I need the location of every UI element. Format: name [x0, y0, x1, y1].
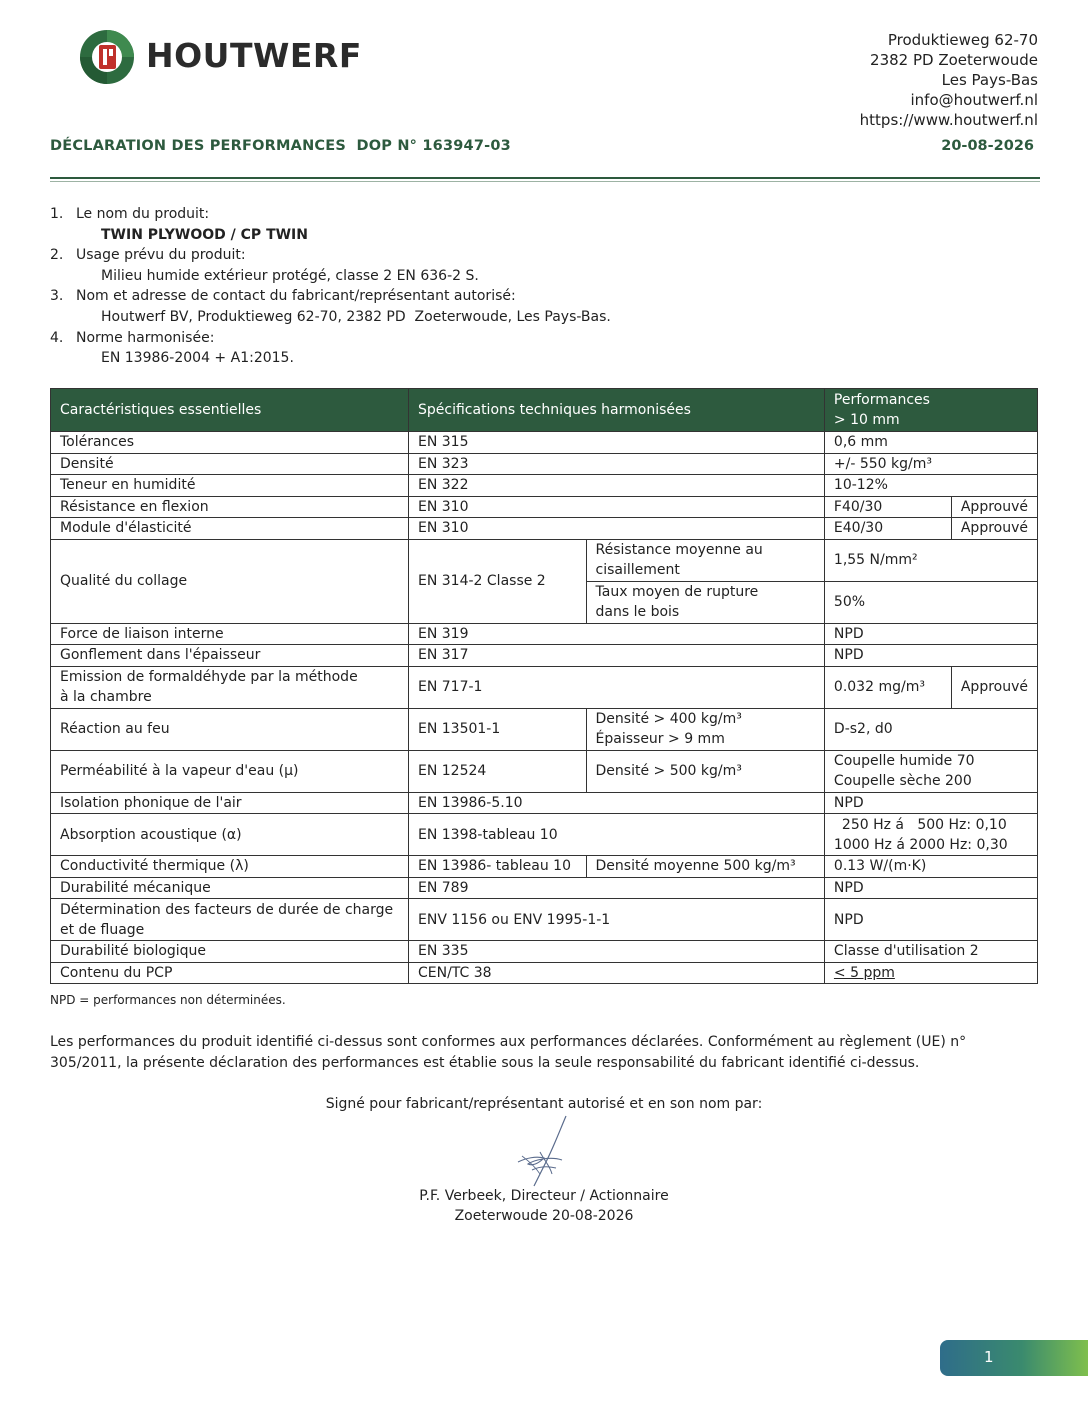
manufacturer-address: Houtwerf BV, Produktieweg 62-70, 2382 PD Zoeterwoude, Les Pays-Bas.	[101, 308, 611, 325]
row-spec: EN 319	[409, 623, 825, 645]
row-value: 10-12%	[824, 475, 1037, 497]
table-row	[51, 496, 1038, 518]
signature-image	[510, 1112, 578, 1192]
row-spec: EN 13501-1	[409, 708, 587, 750]
row-label: Réaction au feu	[51, 708, 409, 750]
table-row	[51, 792, 1038, 814]
address-city: 2382 PD Zoeterwoude	[870, 51, 1038, 69]
list-number: 3.	[50, 288, 64, 305]
table-header-row	[51, 389, 1038, 432]
header-specifications: Spécifications techniques harmonisées	[409, 389, 825, 432]
row-condition	[586, 708, 824, 750]
row-value: 1,55 N/mm²	[824, 539, 1037, 581]
header-performance	[824, 389, 1037, 432]
row-value: 0.032 mg/m³	[824, 666, 951, 708]
header-performance-label: Performances	[833, 392, 930, 408]
value-line: Coupelle sèche 200	[833, 773, 972, 789]
document-date: 20-08-2026	[941, 138, 1034, 154]
row-value: < 5 ppm	[824, 962, 1037, 984]
list-item	[50, 245, 611, 266]
signer-block	[0, 1186, 1088, 1226]
list-label: Norme harmonisée:	[76, 329, 215, 346]
row-value: 50%	[824, 581, 1037, 623]
row-label: Résistance en flexion	[51, 496, 409, 518]
row-spec: EN 335	[409, 941, 825, 963]
row-spec: EN 310	[409, 518, 825, 540]
value-line: Coupelle humide 70	[833, 753, 975, 769]
address-website[interactable]: https://www.houtwerf.nl	[859, 111, 1038, 129]
row-spec: EN 1398-tableau 10	[409, 814, 825, 856]
row-status: Approuvé	[951, 518, 1037, 540]
row-value: Classe d'utilisation 2	[824, 941, 1037, 963]
table-row	[51, 623, 1038, 645]
label-line: et de fluage	[60, 921, 145, 938]
table-row	[51, 432, 1038, 454]
table-row	[51, 518, 1038, 540]
header-divider	[50, 177, 1040, 179]
signed-by-text: Signé pour fabricant/représentant autorisé et en son nom par:	[325, 1096, 763, 1112]
table-row	[51, 962, 1038, 984]
row-spec: EN 13986-5.10	[409, 792, 825, 814]
row-label: Contenu du PCP	[51, 962, 409, 984]
row-value: F40/30	[824, 496, 951, 518]
row-label	[51, 666, 409, 708]
row-label: Qualité du collage	[51, 539, 409, 623]
logo-emblem-icon	[78, 28, 138, 86]
row-value: NPD	[824, 623, 1037, 645]
row-spec: EN 315	[409, 432, 825, 454]
product-info-list	[50, 204, 611, 369]
table-row	[51, 941, 1038, 963]
conformity-statement: Les performances du produit identifié ci-dessus sont conformes aux performances déclarées. Conformément au règlement (UE) n° 305/2011, la présente déclaration des performances est établie sous la seule responsabilité du fabricant identifié ci-dessus.	[50, 1034, 967, 1071]
signer-name: P.F. Verbeek, Directeur / Actionnaire	[419, 1188, 669, 1204]
row-label: Durabilité biologique	[51, 941, 409, 963]
condition-line: Densité > 400 kg/m³	[595, 711, 742, 727]
row-value: +/- 550 kg/m³	[824, 453, 1037, 475]
list-label: Usage prévu du produit:	[76, 247, 246, 264]
value-line: 250 Hz á 500 Hz: 0,10	[841, 816, 1007, 833]
row-label: Force de liaison interne	[51, 623, 409, 645]
row-value: NPD	[824, 899, 1037, 941]
row-label: Tolérances	[51, 432, 409, 454]
row-value	[824, 750, 1037, 792]
row-spec: EN 314-2 Classe 2	[409, 539, 587, 623]
row-label: Perméabilité à la vapeur d'eau (µ)	[51, 750, 409, 792]
row-spec: ENV 1156 ou ENV 1995-1-1	[409, 899, 825, 941]
table-row	[51, 750, 1038, 792]
table-row	[51, 539, 1038, 581]
row-label: Conductivité thermique (λ)	[51, 856, 409, 878]
row-spec: EN 12524	[409, 750, 587, 792]
label-line: à la chambre	[60, 689, 152, 705]
row-label	[51, 899, 409, 941]
row-value	[824, 814, 1037, 856]
row-spec: EN 310	[409, 496, 825, 518]
table-row	[51, 475, 1038, 497]
row-value: D-s2, d0	[824, 708, 1037, 750]
row-label: Module d'élasticité	[51, 518, 409, 540]
company-address	[860, 30, 1038, 130]
list-item	[50, 328, 611, 349]
row-label: Gonflement dans l'épaisseur	[51, 645, 409, 667]
company-name: HOUTWERF	[146, 36, 362, 75]
row-spec: EN 13986- tableau 10	[409, 856, 587, 878]
table-row	[51, 666, 1038, 708]
label-line: Emission de formaldéhyde par la méthode	[60, 669, 358, 685]
row-label: Durabilité mécanique	[51, 877, 409, 899]
intended-use: Milieu humide extérieur protégé, classe 2 EN 636-2 S.	[101, 267, 479, 284]
product-name: TWIN PLYWOOD / CP TWIN	[101, 226, 308, 243]
performance-table	[50, 388, 1038, 984]
table-row	[51, 877, 1038, 899]
row-value: 0.13 W/(m·K)	[824, 856, 1037, 878]
list-number: 1.	[50, 206, 64, 222]
row-value: 0,6 mm	[824, 432, 1037, 454]
row-value: NPD	[824, 877, 1037, 899]
row-spec: EN 717-1	[409, 666, 825, 708]
row-spec: EN 322	[409, 475, 825, 497]
list-number: 4.	[50, 329, 64, 346]
page-number: 1	[984, 1348, 994, 1366]
address-country: Les Pays-Bas	[941, 71, 1038, 89]
list-label: Nom et adresse de contact du fabricant/représentant autorisé:	[76, 288, 516, 305]
harmonised-standard: EN 13986-2004 + A1:2015.	[101, 350, 294, 367]
header-thickness: > 10 mm	[833, 412, 900, 428]
npd-footnote: NPD = performances non déterminées.	[50, 993, 286, 1007]
condition-line: Résistance moyenne au	[595, 542, 763, 558]
row-condition: Densité moyenne 500 kg/m³	[586, 856, 824, 878]
header-characteristics: Caractéristiques essentielles	[51, 389, 409, 432]
row-spec: EN 317	[409, 645, 825, 667]
address-email[interactable]: info@houtwerf.nl	[910, 91, 1038, 109]
table-row	[51, 645, 1038, 667]
row-value: E40/30	[824, 518, 951, 540]
table-row	[51, 814, 1038, 856]
list-item	[50, 204, 611, 225]
row-value: NPD	[824, 792, 1037, 814]
table-row	[51, 708, 1038, 750]
row-value: NPD	[824, 645, 1037, 667]
document-title: DÉCLARATION DES PERFORMANCES DOP N° 163947-03	[50, 138, 511, 154]
row-label: Teneur en humidité	[51, 475, 409, 497]
row-spec: CEN/TC 38	[409, 962, 825, 984]
condition-line: dans le bois	[595, 604, 680, 620]
condition-line: Épaisseur > 9 mm	[595, 731, 725, 747]
signer-place-date: Zoeterwoude 20-08-2026	[454, 1208, 634, 1224]
row-status: Approuvé	[951, 496, 1037, 518]
list-label: Le nom du produit:	[76, 206, 210, 222]
table-row	[51, 856, 1038, 878]
row-label: Isolation phonique de l'air	[51, 792, 409, 814]
address-street: Produktieweg 62-70	[887, 31, 1038, 49]
label-line: Détermination des facteurs de durée de charge	[60, 901, 394, 918]
value-line: 1000 Hz á 2000 Hz: 0,30	[833, 836, 1008, 853]
page-number-badge	[940, 1340, 1088, 1376]
condition-line: Taux moyen de rupture	[595, 584, 759, 600]
row-spec: EN 323	[409, 453, 825, 475]
row-spec: EN 789	[409, 877, 825, 899]
row-label: Densité	[51, 453, 409, 475]
row-condition: Densité > 500 kg/m³	[586, 750, 824, 792]
row-label: Absorption acoustique (α)	[51, 814, 409, 856]
table-row	[51, 453, 1038, 475]
row-condition	[586, 581, 824, 623]
list-number: 2.	[50, 247, 64, 264]
header-divider-thin	[50, 181, 1040, 182]
condition-line: cisaillement	[595, 562, 680, 578]
row-status: Approuvé	[951, 666, 1037, 708]
row-condition	[586, 539, 824, 581]
table-row	[51, 899, 1038, 941]
list-item	[50, 286, 611, 307]
